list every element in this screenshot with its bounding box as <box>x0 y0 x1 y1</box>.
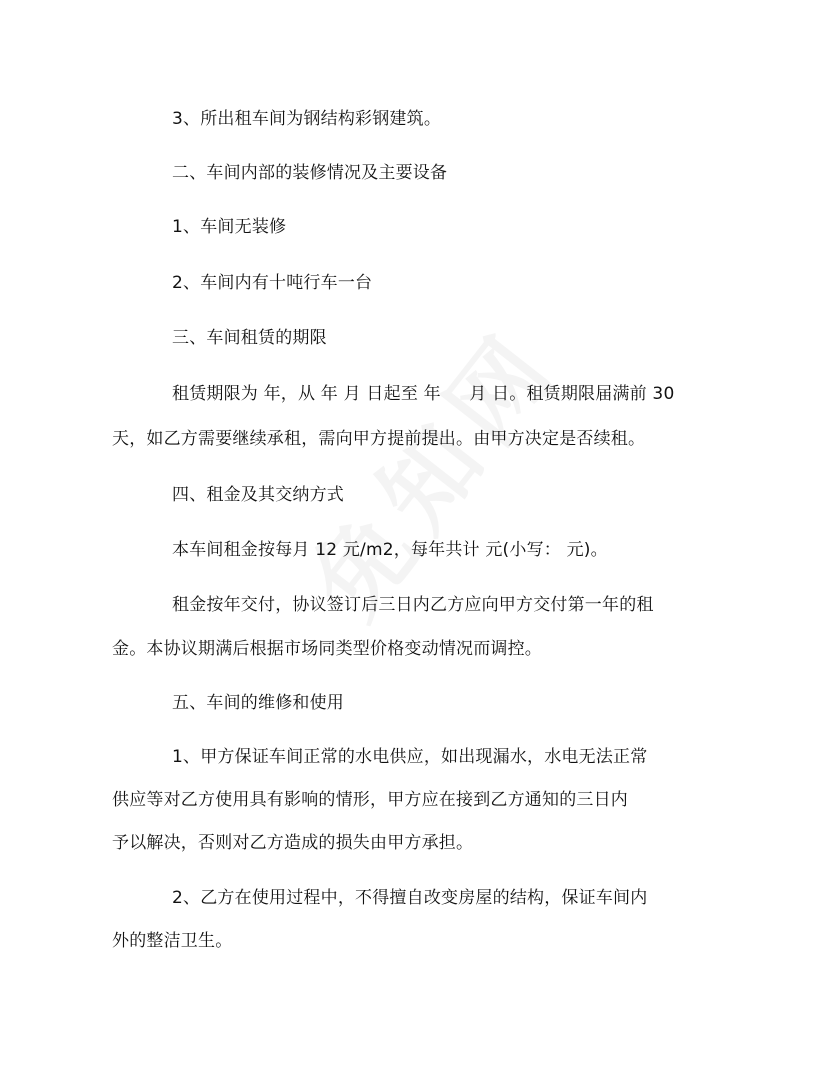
text-line: 租赁期限为 年，从 年 月 日起至 年 月 日。租赁期限届满前 30 <box>172 384 675 404</box>
section-heading: 五、车间的维修和使用 <box>172 693 344 713</box>
text-line: 租金按年交付，协议签订后三日内乙方应向甲方交付第一年的租 <box>172 595 654 615</box>
text-line: 1、甲方保证车间正常的水电供应，如出现漏水，水电无法正常 <box>172 747 648 767</box>
text-line: 2、车间内有十吨行车一台 <box>172 273 373 293</box>
section-heading: 三、车间租赁的期限 <box>172 328 327 348</box>
section-heading: 二、车间内部的装修情况及主要设备 <box>172 163 448 183</box>
text-line: 金。本协议期满后根据市场同类型价格变动情况而调控。 <box>112 639 542 659</box>
text-line: 予以解决，否则对乙方造成的损失由甲方承担。 <box>112 833 474 853</box>
text-line: 本车间租金按每月 12 元/m2，每年共计 元(小写： 元)。 <box>172 540 608 560</box>
text-line: 1、车间无装修 <box>172 217 287 237</box>
text-line: 天，如乙方需要继续承租，需向甲方提前提出。由甲方决定是否续租。 <box>112 429 646 449</box>
text-line: 供应等对乙方使用具有影响的情形，甲方应在接到乙方通知的三日内 <box>112 790 628 810</box>
text-line: 2、乙方在使用过程中，不得擅自改变房屋的结构，保证车间内 <box>172 888 648 908</box>
section-heading: 四、租金及其交纳方式 <box>172 485 344 505</box>
text-line: 外的整洁卫生。 <box>112 931 233 951</box>
text-line: 3、所出租车间为钢结构彩钢建筑。 <box>172 109 442 129</box>
